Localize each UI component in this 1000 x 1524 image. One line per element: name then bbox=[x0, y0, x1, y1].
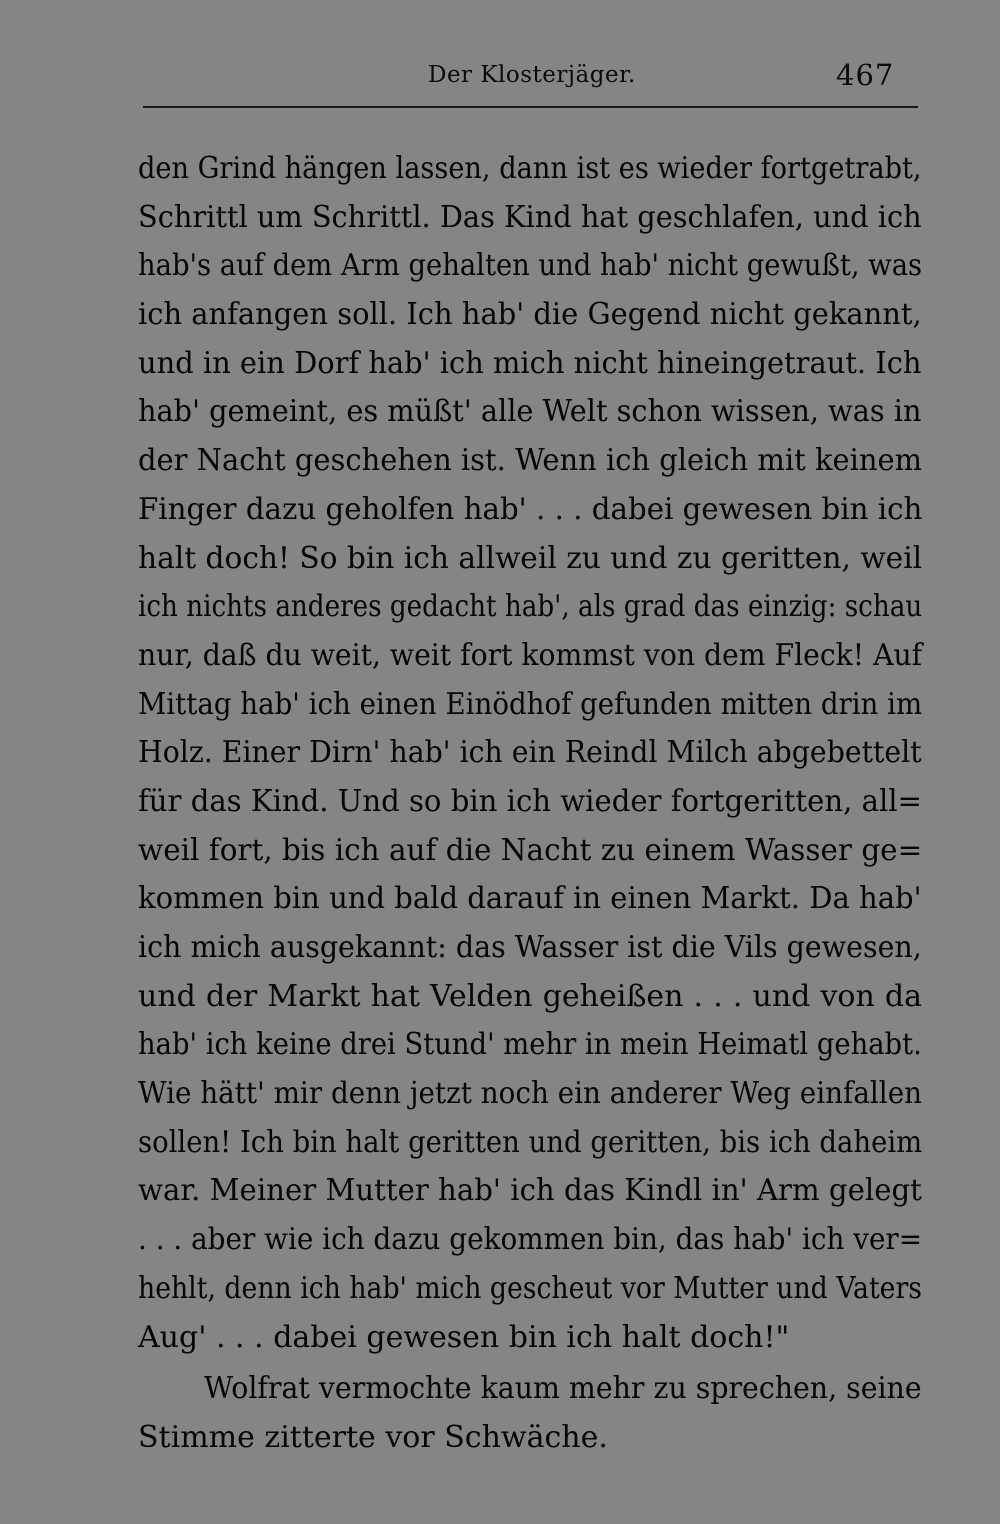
text-line: und der Markt hat Velden geheißen . . . und von da bbox=[138, 978, 922, 1014]
text-line: . . . aber wie ich dazu gekommen bin, das hab' ich ver= bbox=[138, 1222, 923, 1258]
text-line: hehlt, denn ich hab' mich gescheut vor Mutter und Vaters bbox=[138, 1270, 922, 1306]
body-text bbox=[138, 145, 922, 1463]
text-line: hab' gemeint, es müßt' alle Welt schon wissen, was in bbox=[138, 394, 922, 430]
text-line: ich anfangen soll. Ich hab' die Gegend nicht gekannt, bbox=[138, 297, 922, 333]
paragraph-end-line: Aug' . . . dabei gewesen bin ich halt doch!" bbox=[138, 1319, 790, 1355]
text-line: den Grind hängen lassen, dann ist es wieder fortgetrabt, bbox=[138, 151, 922, 186]
text-line: Holz. Einer Dirn' hab' ich ein Reindl Milch abgebettelt bbox=[138, 735, 922, 771]
text-line: hab' ich keine drei Stund' mehr in mein Heimatl gehabt. bbox=[138, 1027, 922, 1063]
text-line: sollen! Ich bin halt geritten und geritten, bis ich daheim bbox=[138, 1124, 923, 1160]
text-line: hab's auf dem Arm gehalten und hab' nicht gewußt, was bbox=[138, 248, 923, 284]
text-line: Mittag hab' ich einen Einödhof gefunden mitten drin im bbox=[138, 686, 923, 722]
paragraph-start-line: Wolfrat vermochte kaum mehr zu sprechen, seine bbox=[204, 1371, 922, 1407]
text-line: halt doch! So bin ich allweil zu und zu geritten, weil bbox=[138, 540, 923, 576]
header-rule bbox=[143, 106, 918, 108]
page-number: 467 bbox=[836, 58, 895, 92]
text-line: war. Meiner Mutter hab' ich das Kindl in' Arm gelegt bbox=[138, 1173, 922, 1209]
text-line: Finger dazu geholfen hab' . . . dabei gewesen bin ich bbox=[138, 491, 923, 527]
text-line: weil fort, bis ich auf die Nacht zu einem Wasser ge= bbox=[138, 832, 923, 868]
running-title: Der Klosterjäger. bbox=[428, 62, 636, 88]
text-line: nur, daß du weit, weit fort kommst von dem Fleck! Auf bbox=[138, 637, 923, 673]
text-line: kommen bin und bald darauf in einen Markt. Da hab' bbox=[138, 881, 922, 917]
text-line: und in ein Dorf hab' ich mich nicht hineingetraut. Ich bbox=[138, 345, 922, 381]
text-line: Schrittl um Schrittl. Das Kind hat geschlafen, und ich bbox=[138, 199, 922, 235]
text-line: für das Kind. Und so bin ich wieder fortgeritten, all= bbox=[138, 783, 922, 819]
text-line: Wie hätt' mir denn jetzt noch ein anderer Weg einfallen bbox=[138, 1076, 923, 1112]
text-line: ich mich ausgekannt: das Wasser ist die Vils gewesen, bbox=[138, 930, 922, 965]
paragraph-end-line: Stimme zitterte vor Schwäche. bbox=[138, 1419, 608, 1455]
text-line: ich nichts anderes gedacht hab', als grad das einzig: schau bbox=[138, 589, 923, 625]
text-line: der Nacht geschehen ist. Wenn ich gleich mit keinem bbox=[138, 443, 923, 479]
running-head bbox=[0, 58, 1000, 98]
